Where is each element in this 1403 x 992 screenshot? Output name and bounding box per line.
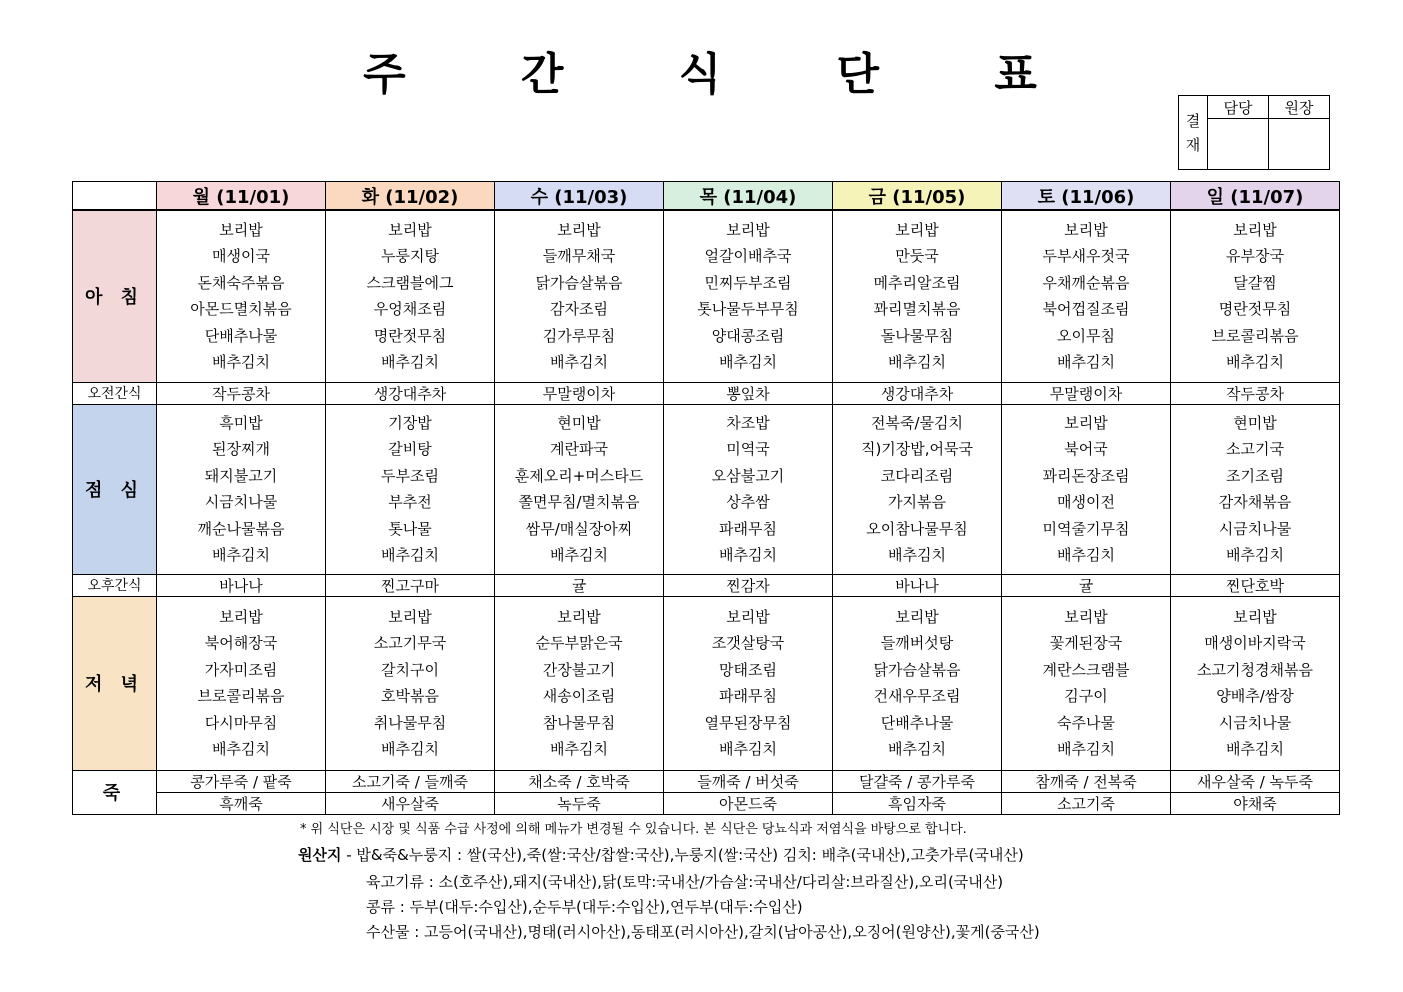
menu-item: 계란파국 [550, 440, 608, 458]
menu-item: 미역줄기무침 [1042, 519, 1130, 538]
origin-rice: - 밥&죽&누룽지 : 쌀(국산),죽(쌀:국산/찹쌀:국산),누룽지(쌀:국산) 김치: 배추(국내산),고춧가루(국내산) [341, 846, 1024, 864]
morning-snack-cell-6: 작두콩차 [1171, 382, 1340, 404]
menu-item: 닭가슴살볶음 [873, 660, 961, 679]
porridge-cell-1-3: 들깨죽 / 버섯죽 [664, 770, 833, 792]
lunch-label: 점 심 [73, 404, 157, 574]
menu-item: 보리밥 [895, 607, 939, 626]
menu-item: 매생이전 [1057, 493, 1115, 511]
menu-item: 배추김치 [888, 546, 946, 564]
menu-item: 보리밥 [219, 607, 263, 626]
menu-item: 보리밥 [1233, 220, 1277, 239]
breakfast-cell-3 [664, 210, 833, 382]
menu-item: 보리밥 [1064, 607, 1108, 626]
breakfast-cell-6 [1171, 210, 1340, 382]
menu-item: 메추리알조림 [873, 273, 961, 292]
menu-item: 코다리조림 [880, 466, 954, 485]
lunch-cell-5 [1002, 404, 1171, 574]
menu-item: 북어국 [1064, 440, 1108, 458]
menu-item: 돼지불고기 [204, 466, 278, 485]
menu-item: 들깨버섯탕 [880, 634, 954, 652]
lunch-cell-3 [664, 404, 833, 574]
menu-item: 스크램블에그 [366, 273, 454, 292]
menu-item: 두부새우젓국 [1042, 247, 1130, 266]
porridge-cell-2-0: 흑깨죽 [157, 792, 326, 814]
menu-item: 배추김치 [550, 353, 608, 372]
menu-item: 차조밥 [726, 413, 770, 432]
menu-item: 순두부맑은국 [535, 634, 623, 652]
menu-item: 배추김치 [381, 740, 439, 758]
menu-item: 우채깨순볶음 [1042, 273, 1130, 292]
menu-item: 조기조림 [1226, 466, 1284, 485]
menu-item: 브로콜리볶음 [1211, 326, 1299, 345]
menu-item: 숙주나물 [1057, 713, 1115, 732]
menu-item: 파래무침 [719, 519, 777, 538]
lunch-row [73, 404, 1340, 574]
menu-item: 배추김치 [550, 546, 608, 564]
approval-manager-header: 담당 [1208, 96, 1269, 119]
menu-item: 가지볶음 [888, 493, 946, 511]
menu-item: 현미밥 [1233, 413, 1277, 432]
menu-item: 보리밥 [557, 220, 601, 239]
menu-item: 배추김치 [550, 740, 608, 758]
menu-item: 브로콜리볶음 [197, 687, 285, 705]
menu-item: 배추김치 [719, 740, 777, 758]
menu-item: 두부조림 [381, 466, 439, 485]
menu-item: 시금치나물 [1218, 713, 1292, 732]
menu-item: 된장찌개 [212, 440, 270, 458]
approval-director-header: 원장 [1269, 96, 1330, 119]
menu-item: 보리밥 [1064, 220, 1108, 239]
menu-item: 명란젓무침 [1218, 300, 1292, 319]
menu-item: 직)기장밥,어묵국 [860, 440, 974, 458]
approval-box [1178, 95, 1330, 170]
menu-item: 쌈무/매실장아찌 [525, 519, 633, 538]
menu-item: 배추김치 [1057, 546, 1115, 564]
menu-item: 배추김치 [381, 546, 439, 564]
menu-item: 건새우무조림 [873, 687, 961, 705]
dinner-cell-2 [495, 596, 664, 770]
menu-item: 조갯살탕국 [711, 634, 785, 652]
menu-item: 우엉채조림 [373, 300, 447, 319]
menu-item: 오삼불고기 [711, 466, 785, 485]
menu-item: 취나물무침 [373, 713, 447, 732]
menu-item: 감자조림 [550, 300, 608, 319]
porridge-cell-1-6: 새우살죽 / 녹두죽 [1171, 770, 1340, 792]
day-header-2: 수 (11/03) [495, 182, 664, 211]
menu-item: 돈채숙주볶음 [197, 273, 285, 292]
menu-item: 배추김치 [719, 353, 777, 372]
menu-item: 보리밥 [219, 220, 263, 239]
menu-item: 명란젓무침 [373, 326, 447, 345]
menu-item: 들깨무채국 [542, 247, 616, 266]
menu-item: 배추김치 [1057, 353, 1115, 372]
porridge-cell-1-5: 참깨죽 / 전복죽 [1002, 770, 1171, 792]
lunch-cell-1 [326, 404, 495, 574]
menu-item: 누룽지탕 [381, 247, 439, 266]
menu-item: 배추김치 [1226, 353, 1284, 372]
menu-item: 쫄면무침/멸치볶음 [518, 493, 640, 511]
afternoon-snack-cell-1: 찐고구마 [326, 574, 495, 596]
porridge-cell-1-1: 소고기죽 / 들깨죽 [326, 770, 495, 792]
origin-seafood: 수산물 : 고등어(국내산),명태(러시아산),동태포(러시아산),갈치(남아공산),오징어(원양산),꽃게(중국산) [366, 923, 1040, 941]
dinner-cell-6 [1171, 596, 1340, 770]
menu-item: 흑미밥 [219, 413, 263, 432]
morning-snack-label: 오전간식 [73, 382, 157, 404]
menu-item: 단배추나물 [880, 713, 954, 732]
morning-snack-cell-4: 생강대추차 [833, 382, 1002, 404]
menu-item: 닭가슴살볶음 [535, 273, 623, 292]
menu-item: 북어껍질조림 [1042, 300, 1130, 319]
menu-item: 양대콩조림 [711, 326, 785, 345]
menu-item: 미역국 [726, 440, 770, 458]
menu-item: 꽃게된장국 [1049, 634, 1123, 652]
afternoon-snack-cell-5: 귤 [1002, 574, 1171, 596]
lunch-cell-6 [1171, 404, 1340, 574]
menu-item: 보리밥 [726, 607, 770, 626]
morning-snack-cell-5: 무말랭이차 [1002, 382, 1171, 404]
menu-item: 부추전 [388, 493, 432, 511]
afternoon-snack-cell-2: 귤 [495, 574, 664, 596]
menu-item: 보리밥 [895, 220, 939, 239]
menu-item: 보리밥 [388, 607, 432, 626]
porridge-cell-2-6: 야채죽 [1171, 792, 1340, 814]
menu-item: 보리밥 [1233, 607, 1277, 626]
menu-item: 양배추/쌈장 [1216, 687, 1294, 705]
origin-label: 원산지 [298, 846, 342, 864]
menu-item: 얼갈이배추국 [704, 247, 792, 266]
porridge-cell-2-2: 녹두죽 [495, 792, 664, 814]
dinner-cell-1 [326, 596, 495, 770]
menu-item: 시금치나물 [204, 493, 278, 511]
menu-item: 매생이국 [212, 247, 270, 266]
porridge-cell-1-2: 채소죽 / 호박죽 [495, 770, 664, 792]
menu-item: 보리밥 [557, 607, 601, 626]
day-header-4: 금 (11/05) [833, 182, 1002, 211]
menu-item: 소고기무국 [373, 634, 447, 652]
lunch-cell-4 [833, 404, 1002, 574]
menu-item: 김가루무침 [542, 326, 616, 345]
menu-item: 단배추나물 [204, 326, 278, 345]
afternoon-snack-cell-3: 찐감자 [664, 574, 833, 596]
menu-item: 배추김치 [719, 546, 777, 564]
weekly-menu-table [72, 181, 1340, 815]
corner-cell [73, 182, 157, 211]
breakfast-row [73, 210, 1340, 382]
breakfast-cell-5 [1002, 210, 1171, 382]
porridge-cell-2-1: 새우살죽 [326, 792, 495, 814]
lunch-cell-0 [157, 404, 326, 574]
menu-item: 배추김치 [212, 353, 270, 372]
origin-beans: 콩류 : 두부(대두:수입산),순두부(대두:수입산),연두부(대두:수입산) [366, 898, 803, 916]
porridge-cell-2-5: 소고기죽 [1002, 792, 1171, 814]
day-header-3: 목 (11/04) [664, 182, 833, 211]
menu-item: 간장불고기 [542, 660, 616, 679]
menu-item: 꽈리돈장조림 [1042, 466, 1130, 485]
menu-item: 깨순나물볶음 [197, 519, 285, 538]
footer-note: * 위 식단은 시장 및 식품 수급 사정에 의해 메뉴가 변경될 수 있습니다. 본 식단은 당뇨식과 저염식을 바탕으로 합니다. [300, 822, 967, 837]
menu-item: 배추김치 [1226, 740, 1284, 758]
approval-label: 결 재 [1179, 96, 1208, 170]
menu-item: 오이참나물무침 [866, 519, 968, 538]
dinner-row [73, 596, 1340, 770]
menu-item: 현미밥 [557, 413, 601, 432]
menu-item: 참나물무침 [542, 713, 616, 732]
menu-item: 달걀찜 [1233, 273, 1277, 292]
menu-item: 배추김치 [212, 546, 270, 564]
porridge-cell-1-0: 콩가루죽 / 팥죽 [157, 770, 326, 792]
origin-rice-line [298, 844, 1024, 865]
menu-item: 배추김치 [888, 353, 946, 372]
menu-item: 호박볶음 [381, 687, 439, 705]
lunch-cell-2 [495, 404, 664, 574]
menu-item: 배추김치 [888, 740, 946, 758]
menu-item: 매생이바지락국 [1204, 634, 1306, 652]
menu-item: 감자채볶음 [1218, 493, 1292, 511]
menu-item: 만둣국 [895, 247, 939, 266]
menu-item: 훈제오리+머스타드 [514, 466, 644, 485]
menu-item: 보리밥 [726, 220, 770, 239]
menu-item: 파래무침 [719, 687, 777, 705]
day-header-6: 일 (11/07) [1171, 182, 1340, 211]
origin-meat: 육고기류 : 소(호주산),돼지(국내산),닭(토막:국내산/가슴살:국내산/다리살:브라질산),오리(국내산) [366, 873, 1004, 891]
dinner-cell-3 [664, 596, 833, 770]
dinner-cell-4 [833, 596, 1002, 770]
porridge-cell-1-4: 달걀죽 / 콩가루죽 [833, 770, 1002, 792]
menu-item: 망태조림 [719, 660, 777, 679]
morning-snack-cell-1: 생강대추차 [326, 382, 495, 404]
menu-item: 소고기국 [1226, 440, 1284, 458]
breakfast-cell-1 [326, 210, 495, 382]
menu-item: 기장밥 [388, 413, 432, 432]
menu-item: 배추김치 [212, 740, 270, 758]
menu-item: 꽈리멸치볶음 [873, 300, 961, 319]
porridge-label: 죽 [73, 770, 157, 814]
porridge-cell-2-3: 아몬드죽 [664, 792, 833, 814]
menu-item: 계란스크램블 [1042, 660, 1130, 679]
menu-item: 소고기청경채볶음 [1197, 660, 1313, 679]
breakfast-cell-0 [157, 210, 326, 382]
menu-item: 갈비탕 [388, 440, 432, 458]
menu-item: 유부장국 [1226, 247, 1284, 266]
menu-item: 배추김치 [381, 353, 439, 372]
menu-item: 갈치구이 [381, 660, 439, 679]
afternoon-snack-row [73, 574, 1340, 596]
breakfast-cell-4 [833, 210, 1002, 382]
menu-item: 배추김치 [1057, 740, 1115, 758]
menu-item: 상추쌈 [726, 493, 770, 511]
afternoon-snack-cell-6: 찐단호박 [1171, 574, 1340, 596]
porridge-cell-2-4: 흑임자죽 [833, 792, 1002, 814]
menu-item: 새송이조림 [542, 687, 616, 705]
porridge-row-1 [73, 770, 1340, 792]
dinner-cell-0 [157, 596, 326, 770]
morning-snack-cell-3: 뽕잎차 [664, 382, 833, 404]
day-header-1: 화 (11/02) [326, 182, 495, 211]
menu-item: 톳나물두부무침 [697, 300, 799, 319]
menu-item: 배추김치 [1226, 546, 1284, 564]
breakfast-label: 아 침 [73, 210, 157, 382]
day-header-row [73, 182, 1340, 211]
menu-item: 보리밥 [388, 220, 432, 239]
afternoon-snack-cell-0: 바나나 [157, 574, 326, 596]
menu-item: 다시마무침 [204, 713, 278, 732]
dinner-label: 저 녁 [73, 596, 157, 770]
approval-manager-sign[interactable] [1208, 119, 1269, 170]
dinner-cell-5 [1002, 596, 1171, 770]
morning-snack-row [73, 382, 1340, 404]
menu-item: 오이무침 [1057, 326, 1115, 345]
page-title: 주 간 식 단 표 [363, 49, 1087, 100]
menu-item: 북어해장국 [204, 634, 278, 652]
breakfast-cell-2 [495, 210, 664, 382]
menu-item: 시금치나물 [1218, 519, 1292, 538]
menu-item: 민찌두부조림 [704, 273, 792, 292]
approval-director-sign[interactable] [1269, 119, 1330, 170]
menu-item: 보리밥 [1064, 413, 1108, 432]
menu-item: 전복죽/물김치 [871, 413, 963, 432]
menu-item: 돌나물무침 [880, 326, 954, 345]
day-header-0: 월 (11/01) [157, 182, 326, 211]
morning-snack-cell-2: 무말랭이차 [495, 382, 664, 404]
morning-snack-cell-0: 작두콩차 [157, 382, 326, 404]
porridge-row-2 [73, 792, 1340, 814]
menu-item: 아몬드멸치볶음 [190, 300, 292, 319]
afternoon-snack-cell-4: 바나나 [833, 574, 1002, 596]
afternoon-snack-label: 오후간식 [73, 574, 157, 596]
menu-item: 가자미조림 [204, 660, 278, 679]
menu-item: 열무된장무침 [704, 713, 792, 732]
menu-item: 톳나물 [388, 519, 432, 538]
day-header-5: 토 (11/06) [1002, 182, 1171, 211]
menu-item: 김구이 [1064, 687, 1108, 705]
